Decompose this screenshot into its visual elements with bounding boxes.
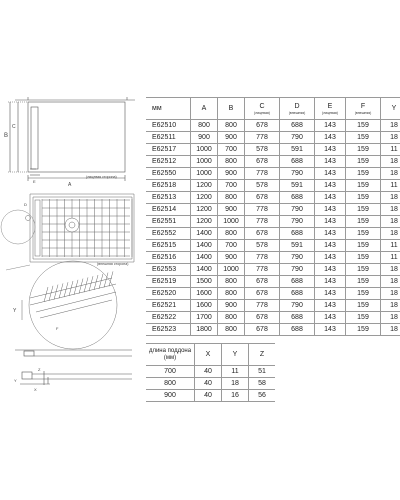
dimension-cell: 591 xyxy=(280,240,315,252)
tray-length-cell: 900 xyxy=(146,390,195,402)
table-row xyxy=(146,168,400,180)
dimension-cell: 678 xyxy=(245,324,280,336)
dimension-cell: 18 xyxy=(381,300,400,312)
column-header-label: Y xyxy=(391,105,397,112)
dimension-cell: 159 xyxy=(346,156,381,168)
dimension-cell: 688 xyxy=(280,312,315,324)
dimension-cell: 58 xyxy=(249,378,276,390)
dimension-cell: 1200 xyxy=(191,204,218,216)
table-row xyxy=(146,312,400,324)
tray-length-cell: 700 xyxy=(146,366,195,378)
dim-a-label: A xyxy=(68,182,72,188)
dimension-cell: 688 xyxy=(280,156,315,168)
table-row xyxy=(146,228,400,240)
model-code-cell: E62520 xyxy=(146,288,191,300)
dimension-cell: 159 xyxy=(346,168,381,180)
dimension-cell: 143 xyxy=(315,264,346,276)
table-row xyxy=(146,144,400,156)
dimension-cell: 1000 xyxy=(191,156,218,168)
dimension-cell: 688 xyxy=(280,276,315,288)
dimension-cell: 790 xyxy=(280,204,315,216)
dimension-cell: 1400 xyxy=(191,264,218,276)
table-row xyxy=(146,288,400,300)
dimension-cell: 900 xyxy=(218,168,245,180)
table-row xyxy=(146,240,400,252)
dimension-cell: 18 xyxy=(381,156,400,168)
dim-d-label: D xyxy=(24,202,27,207)
perspective-view-drawing xyxy=(1,194,134,270)
front-side-label: (лицевая сторона) xyxy=(86,175,117,179)
model-code-cell: E62551 xyxy=(146,216,191,228)
model-code-cell: E62513 xyxy=(146,192,191,204)
dimension-cell: 900 xyxy=(218,252,245,264)
dimension-cell: 18 xyxy=(381,216,400,228)
dimension-cell: 778 xyxy=(245,216,280,228)
dimension-cell: 159 xyxy=(346,228,381,240)
table-row xyxy=(146,300,400,312)
dimensions-table-header xyxy=(146,98,400,120)
dimension-cell: 11 xyxy=(222,366,249,378)
dimension-cell: 143 xyxy=(315,192,346,204)
dimension-cell: 800 xyxy=(218,276,245,288)
dimensions-table xyxy=(146,97,400,336)
column-header: Z xyxy=(249,344,276,366)
dimension-cell: 16 xyxy=(222,390,249,402)
dimension-cell: 790 xyxy=(280,252,315,264)
model-code-cell: E62514 xyxy=(146,204,191,216)
dimension-cell: 688 xyxy=(280,192,315,204)
dimension-cell: 688 xyxy=(280,288,315,300)
column-header xyxy=(315,98,346,120)
dimension-cell: 11 xyxy=(381,144,400,156)
dimension-cell: 700 xyxy=(218,180,245,192)
dimension-cell: 778 xyxy=(245,264,280,276)
dimension-cell: 800 xyxy=(218,312,245,324)
model-code-cell: E62515 xyxy=(146,240,191,252)
dimension-cell: 1000 xyxy=(191,168,218,180)
dimension-cell: 143 xyxy=(315,240,346,252)
dimension-cell: 591 xyxy=(280,144,315,156)
dimension-cell: 678 xyxy=(245,288,280,300)
dimension-cell: 18 xyxy=(381,192,400,204)
column-header xyxy=(218,98,245,120)
header-row xyxy=(146,98,400,120)
dimensions-table-body xyxy=(146,120,400,336)
dimension-cell: 778 xyxy=(245,132,280,144)
dimension-cell: 159 xyxy=(346,300,381,312)
column-header-label: E xyxy=(327,102,333,110)
dimension-cell: 143 xyxy=(315,120,346,132)
dimension-cell: 900 xyxy=(191,132,218,144)
model-code-cell: E62517 xyxy=(146,144,191,156)
dimension-cell: 1000 xyxy=(191,144,218,156)
dimension-cell: 688 xyxy=(280,324,315,336)
dimension-cell: 159 xyxy=(346,180,381,192)
dimension-cell: 700 xyxy=(218,240,245,252)
dimension-cell: 143 xyxy=(315,276,346,288)
dimension-cell: 18 xyxy=(381,324,400,336)
model-code-cell: E62518 xyxy=(146,180,191,192)
dim-z-label: Z xyxy=(38,367,41,372)
dimension-cell: 900 xyxy=(218,300,245,312)
dimension-cell: 159 xyxy=(346,132,381,144)
model-code-cell: E62511 xyxy=(146,132,191,144)
dimension-cell: 800 xyxy=(218,324,245,336)
dimension-cell: 578 xyxy=(245,240,280,252)
dimension-cell: 790 xyxy=(280,264,315,276)
detail-view-drawing xyxy=(22,261,117,349)
dimension-cell: 678 xyxy=(245,192,280,204)
dimension-cell: 11 xyxy=(381,180,400,192)
dimension-cell: 1600 xyxy=(191,300,218,312)
dimension-cell: 11 xyxy=(381,252,400,264)
dimension-cell: 18 xyxy=(381,312,400,324)
table-row xyxy=(146,156,400,168)
dimension-cell: 159 xyxy=(346,240,381,252)
model-code-cell: E62519 xyxy=(146,276,191,288)
table-row xyxy=(146,390,275,402)
dimension-cell: 1600 xyxy=(191,288,218,300)
dimension-cell: 790 xyxy=(280,300,315,312)
table-row xyxy=(146,264,400,276)
dimension-cell: 56 xyxy=(249,390,276,402)
dimension-cell: 143 xyxy=(315,168,346,180)
dimension-cell: 1200 xyxy=(191,180,218,192)
dimension-cell: 800 xyxy=(218,288,245,300)
dimension-cell: 800 xyxy=(191,120,218,132)
dimension-cell: 678 xyxy=(245,312,280,324)
section-view-drawing xyxy=(15,350,132,385)
dimension-cell: 578 xyxy=(245,144,280,156)
dimension-cell: 800 xyxy=(218,120,245,132)
dimension-cell: 900 xyxy=(218,204,245,216)
dimension-cell: 790 xyxy=(280,132,315,144)
dimension-cell: 1400 xyxy=(191,228,218,240)
dimension-cell: 11 xyxy=(381,240,400,252)
dimension-cell: 18 xyxy=(381,288,400,300)
dimension-cell: 900 xyxy=(218,132,245,144)
dimension-cell: 18 xyxy=(222,378,249,390)
dimension-cell: 578 xyxy=(245,180,280,192)
dimension-cell: 159 xyxy=(346,252,381,264)
tray-length-table-header xyxy=(146,344,275,366)
column-header xyxy=(191,98,218,120)
dimension-cell: 143 xyxy=(315,204,346,216)
dimension-cell: 18 xyxy=(381,264,400,276)
column-header-sub: (внешняя) xyxy=(288,110,306,115)
dimension-cell: 143 xyxy=(315,180,346,192)
dimension-cell: 159 xyxy=(346,144,381,156)
dimension-cell: 143 xyxy=(315,252,346,264)
column-header xyxy=(146,98,191,120)
dimension-cell: 778 xyxy=(245,168,280,180)
dim-y-detail-label: Y xyxy=(13,308,17,314)
dimension-cell: 591 xyxy=(280,180,315,192)
grate-slat xyxy=(109,271,113,286)
dimension-cell: 159 xyxy=(346,192,381,204)
dimension-cell: 1500 xyxy=(191,276,218,288)
dimension-cell: 143 xyxy=(315,132,346,144)
dimension-cell: 40 xyxy=(195,366,222,378)
column-header-label: C xyxy=(259,102,265,110)
model-code-cell: E62521 xyxy=(146,300,191,312)
table-row xyxy=(146,366,275,378)
dimension-cell: 40 xyxy=(195,390,222,402)
dimension-cell: 1200 xyxy=(191,192,218,204)
header-row xyxy=(146,344,275,366)
dim-b-label: B xyxy=(4,133,9,139)
dimension-cell: 159 xyxy=(346,276,381,288)
dimension-cell: 18 xyxy=(381,168,400,180)
dimension-cell: 159 xyxy=(346,264,381,276)
model-code-cell: E62552 xyxy=(146,228,191,240)
dimension-cell: 159 xyxy=(346,216,381,228)
dimension-cell: 1200 xyxy=(191,216,218,228)
tray-length-cell: 800 xyxy=(146,378,195,390)
dimension-cell: 1000 xyxy=(218,264,245,276)
dimension-cell: 18 xyxy=(381,204,400,216)
column-header-label: мм xyxy=(152,105,162,112)
table-row xyxy=(146,132,400,144)
model-code-cell: E62510 xyxy=(146,120,191,132)
column-header xyxy=(280,98,315,120)
column-header xyxy=(245,98,280,120)
dim-y-section-label: Y xyxy=(14,378,17,383)
dimension-cell: 143 xyxy=(315,288,346,300)
dimension-cell: 159 xyxy=(346,288,381,300)
table-row xyxy=(146,252,400,264)
dimension-cell: 159 xyxy=(346,324,381,336)
dimension-cell: 143 xyxy=(315,144,346,156)
column-header-sub: (лицевая) xyxy=(322,110,338,115)
dimension-cell: 778 xyxy=(245,300,280,312)
dimension-cell: 18 xyxy=(381,120,400,132)
dim-x-label: X xyxy=(34,387,37,392)
dimension-cell: 1400 xyxy=(191,240,218,252)
dimension-cell: 790 xyxy=(280,168,315,180)
dimension-cell: 800 xyxy=(218,192,245,204)
table-row xyxy=(146,204,400,216)
dimension-cell: 800 xyxy=(218,156,245,168)
column-header-sub: (внешняя) xyxy=(354,110,372,115)
dimension-cell: 143 xyxy=(315,156,346,168)
model-code-cell: E62553 xyxy=(146,264,191,276)
dimension-cell: 143 xyxy=(315,300,346,312)
table-row xyxy=(146,120,400,132)
dimension-cell: 40 xyxy=(195,378,222,390)
dimension-cell: 688 xyxy=(280,228,315,240)
model-code-cell: E62550 xyxy=(146,168,191,180)
dim-f-label: F xyxy=(56,326,59,331)
dimension-cell: 18 xyxy=(381,276,400,288)
dimension-cell: 159 xyxy=(346,120,381,132)
dimension-cell: 1400 xyxy=(191,252,218,264)
table-row xyxy=(146,276,400,288)
table-row xyxy=(146,180,400,192)
top-view-drawing xyxy=(8,97,135,181)
dimension-cell: 678 xyxy=(245,120,280,132)
model-code-cell: E62523 xyxy=(146,324,191,336)
dimension-cell: 1800 xyxy=(191,324,218,336)
column-header: X xyxy=(195,344,222,366)
dimension-cell: 688 xyxy=(280,120,315,132)
dimension-cell: 700 xyxy=(218,144,245,156)
outer-side-label: (внешняя сторона) xyxy=(97,262,129,266)
dimension-cell: 678 xyxy=(245,156,280,168)
column-header-sub: (лицевая) xyxy=(254,110,270,115)
column-header-label: D xyxy=(294,102,300,110)
grate-slat xyxy=(104,273,108,288)
table-row xyxy=(146,378,275,390)
dimension-cell: 51 xyxy=(249,366,276,378)
dimension-cell: 18 xyxy=(381,132,400,144)
dimension-cell: 143 xyxy=(315,228,346,240)
dimension-cell: 1000 xyxy=(218,216,245,228)
technical-drawings xyxy=(0,0,140,500)
column-header: длина поддона (мм) xyxy=(146,344,195,366)
dim-c-label: C xyxy=(12,124,16,130)
column-header xyxy=(381,98,400,120)
column-header xyxy=(346,98,381,120)
dimension-cell: 678 xyxy=(245,228,280,240)
tray-length-table xyxy=(146,343,275,402)
dim-e-label: E xyxy=(33,179,36,184)
column-header-label: A xyxy=(201,105,207,112)
dimension-cell: 18 xyxy=(381,228,400,240)
dimension-cell: 159 xyxy=(346,312,381,324)
column-header-label: F xyxy=(360,102,366,110)
dimension-cell: 143 xyxy=(315,312,346,324)
dimension-cell: 1700 xyxy=(191,312,218,324)
dimension-cell: 778 xyxy=(245,204,280,216)
dimension-cell: 800 xyxy=(218,228,245,240)
dimension-cell: 143 xyxy=(315,324,346,336)
dimension-cell: 790 xyxy=(280,216,315,228)
dimension-cell: 159 xyxy=(346,204,381,216)
grate-slat xyxy=(99,274,103,289)
table-row xyxy=(146,324,400,336)
column-header: Y xyxy=(222,344,249,366)
dimension-cell: 678 xyxy=(245,276,280,288)
dimension-cell: 778 xyxy=(245,252,280,264)
model-code-cell: E62512 xyxy=(146,156,191,168)
tray-length-table-body xyxy=(146,366,275,402)
dimension-cell: 143 xyxy=(315,216,346,228)
model-code-cell: E62522 xyxy=(146,312,191,324)
table-row xyxy=(146,216,400,228)
column-header-label: B xyxy=(228,105,234,112)
table-row xyxy=(146,192,400,204)
model-code-cell: E62516 xyxy=(146,252,191,264)
